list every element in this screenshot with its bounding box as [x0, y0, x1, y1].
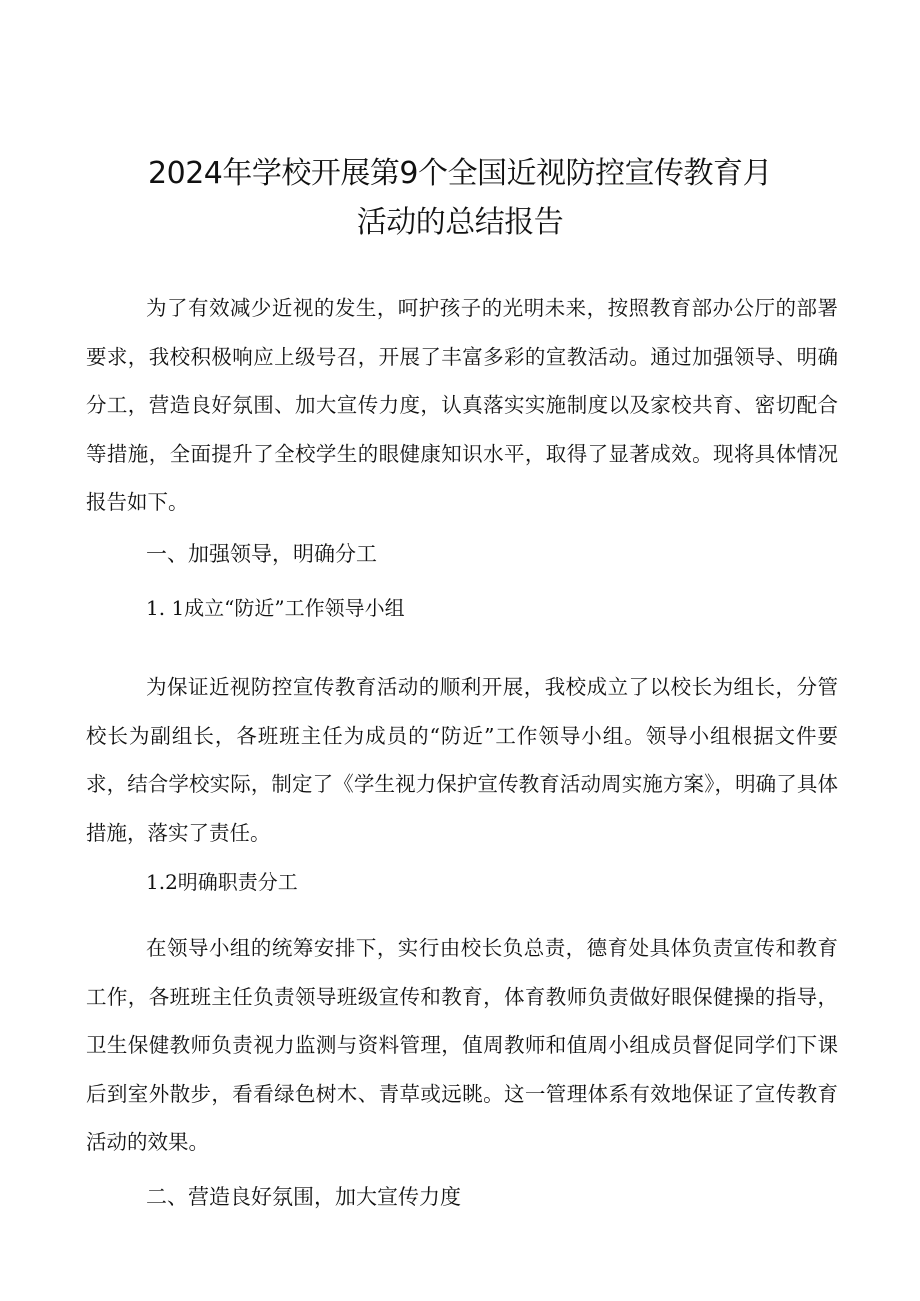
document-title-line-2: 活动的总结报告	[356, 205, 564, 240]
subsection-1-2-heading: 1.2明确职责分工	[146, 870, 298, 894]
section-1-heading: 一、加强领导，明确分工	[146, 542, 377, 566]
intro-paragraph: 为了有效减少近视的发生，呵护孩子的光明未来，按照教育部办公厅的部署要求，我校积极响应上级号召，开展了丰富多彩的宣教活动。通过加强领导、明确分工，营造良好氛围、加大宣传力度，认真落实实施制度以及家校共育、密切配合等措施，全面提升了全校学生的眼健康知识水平，取得了显著成效。现将具体情况报告如下。	[86, 296, 838, 514]
section-2-heading: 二、营造良好氛围，加大宣传力度	[146, 1185, 461, 1209]
subsection-1-1-paragraph: 为保证近视防控宣传教育活动的顺利开展，我校成立了以校长为组长，分管校长为副组长，各班班主任为成员的“防近”工作领导小组。领导小组根据文件要求，结合学校实际，制定了《学生视力保护宣传教育活动周实施方案》，明确了具体措施，落实了责任。	[86, 675, 838, 845]
subsection-1-1-heading: 1. 1成立“防近”工作领导小组	[146, 596, 405, 620]
subsection-1-2-paragraph: 在领导小组的统筹安排下，实行由校长负总责，德育处具体负责宣传和教育工作，各班班主任负责领导班级宣传和教育，体育教师负责做好眼保健操的指导，卫生保健教师负责视力监测与资料管理，值周教师和值周小组成员督促同学们下课后到室外散步，看看绿色树木、青草或远眺。这一管理体系有效地保证了宣传教育活动的效果。	[86, 936, 838, 1154]
document-title-line-1: 2024年学校开展第9个全国近视防控宣传教育月	[148, 156, 772, 191]
